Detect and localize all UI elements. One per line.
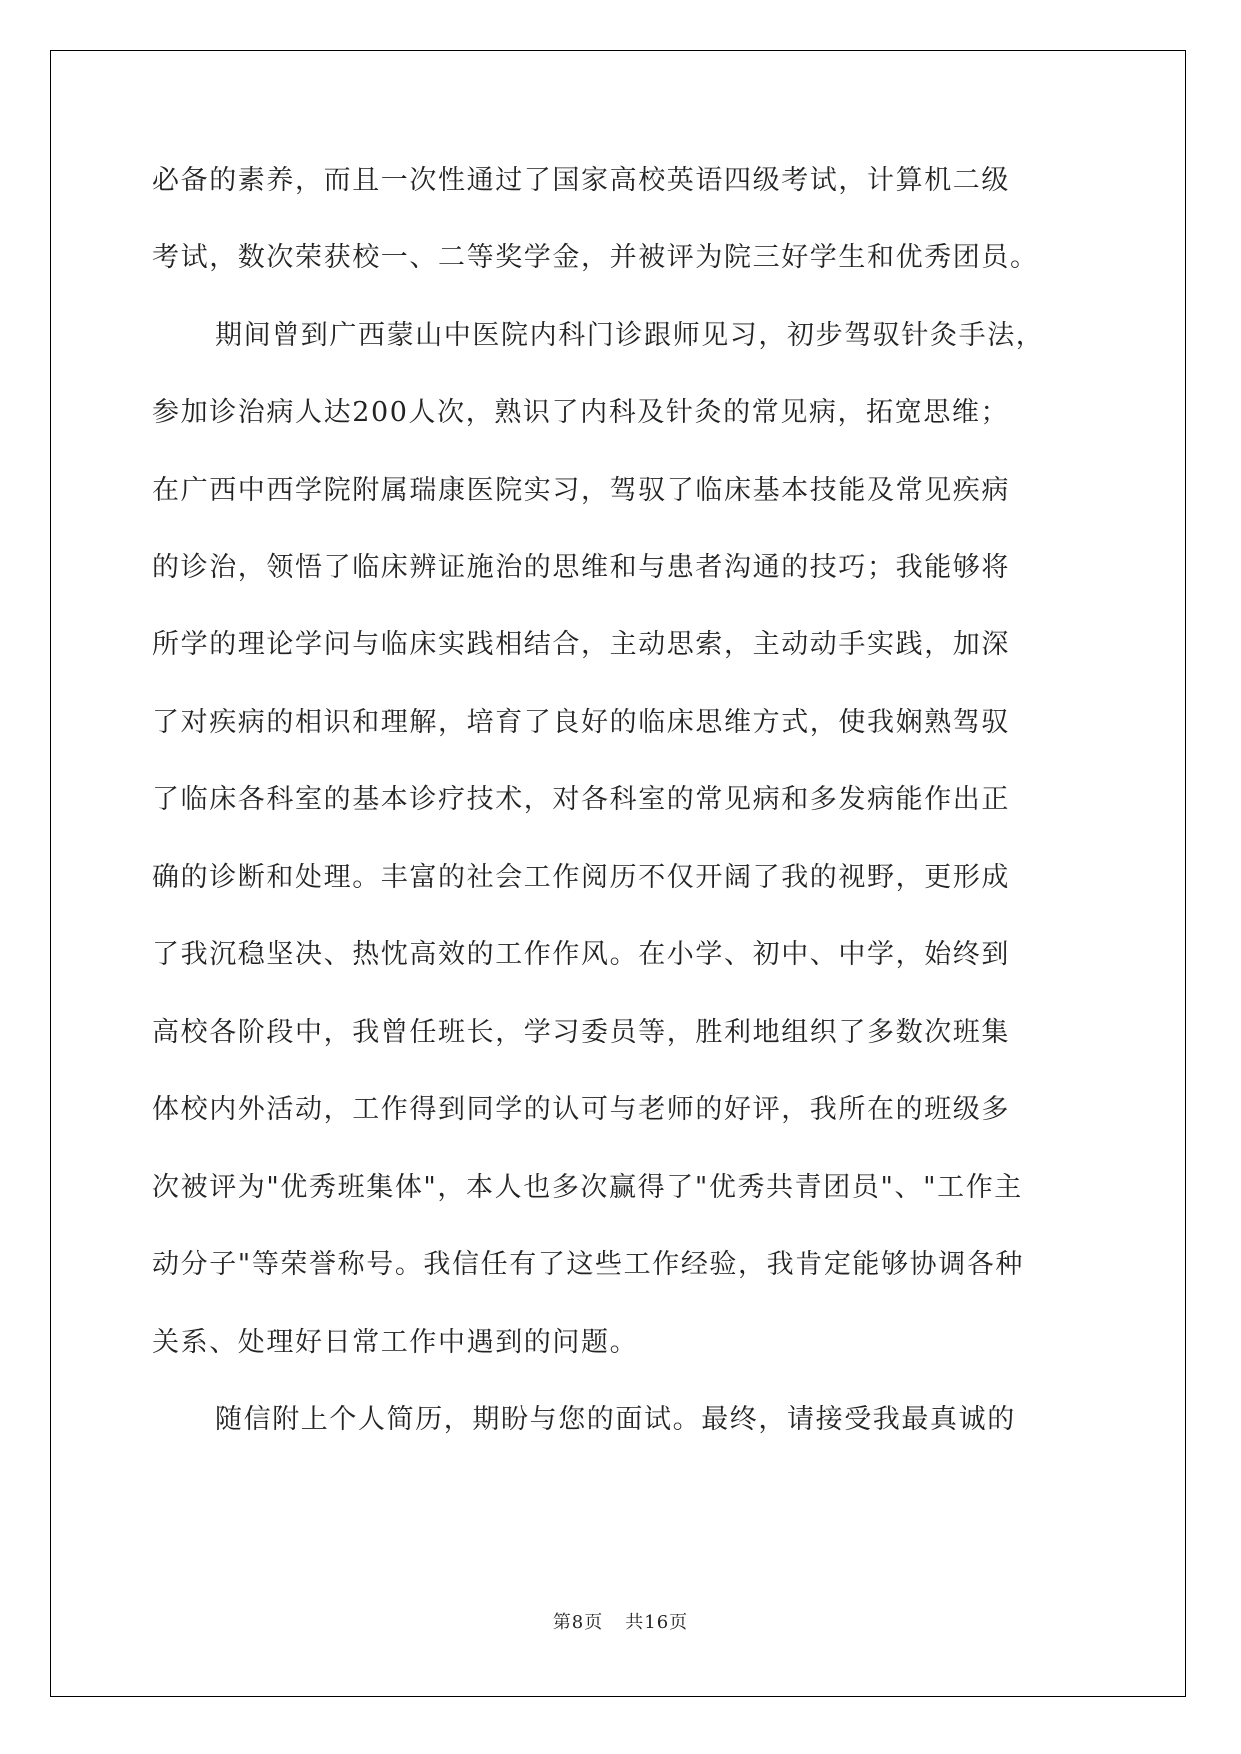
- page-total: 共16页: [625, 1612, 689, 1633]
- text-line: 次被评为"优秀班集体"，本人也多次赢得了"优秀共青团员"、"工作主: [152, 1172, 1023, 1203]
- text-line: 了临床各科室的基本诊疗技术，对各科室的常见病和多发病能作出正: [152, 784, 1010, 815]
- text-line: 的诊治，领悟了临床辨证施治的思维和与患者沟通的技巧；我能够将: [152, 552, 1010, 583]
- text-line: 高校各阶段中，我曾任班长，学习委员等，胜利地组织了多数次班集: [152, 1017, 1010, 1048]
- text-line: 确的诊断和处理。丰富的社会工作阅历不仅开阔了我的视野，更形成: [152, 862, 1010, 893]
- text-line: 在广西中西学院附属瑞康医院实习，驾驭了临床基本技能及常见疾病: [152, 475, 1010, 506]
- text-line: 动分子"等荣誉称号。我信任有了这些工作经验，我肯定能够协调各种: [152, 1249, 1025, 1280]
- text-line: 关系、处理好日常工作中遇到的问题。: [152, 1327, 639, 1358]
- text-line: 考试，数次荣获校一、二等奖学金，并被评为院三好学生和优秀团员。: [152, 242, 1039, 273]
- text-line: 体校内外活动，工作得到同学的认可与老师的好评，我所在的班级多: [152, 1094, 1010, 1125]
- page-number: 第8页: [552, 1612, 604, 1633]
- paragraph-start-line: 随信附上个人简历，期盼与您的面试。最终，请接受我最真诚的: [215, 1404, 1016, 1435]
- page-footer: [0, 1608, 1241, 1634]
- text-line: 所学的理论学问与临床实践相结合，主动思索，主动动手实践，加深: [152, 629, 1010, 660]
- paragraph-start-line: 期间曾到广西蒙山中医院内科门诊跟师见习，初步驾驭针灸手法，: [215, 320, 1045, 351]
- text-line: 参加诊治病人达200人次，熟识了内科及针灸的常见病，拓宽思维；: [152, 397, 1010, 428]
- text-line: 了我沉稳坚决、热忱高效的工作作风。在小学、初中、中学，始终到: [152, 939, 1010, 970]
- text-line: 了对疾病的相识和理解，培育了良好的临床思维方式，使我娴熟驾驭: [152, 707, 1010, 738]
- text-line: 必备的素养，而且一次性通过了国家高校英语四级考试，计算机二级: [152, 165, 1010, 196]
